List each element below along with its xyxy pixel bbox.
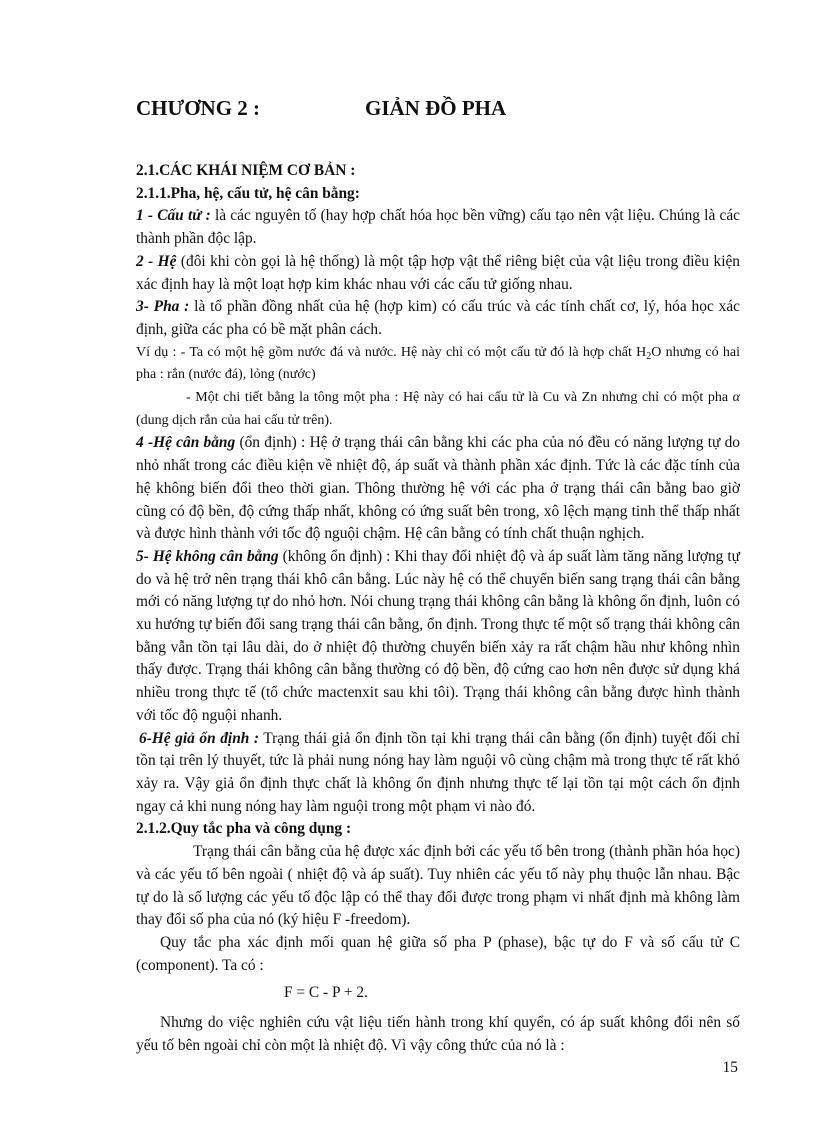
chapter-title: GIẢN ĐỒ PHA bbox=[365, 96, 507, 120]
item-5-paragraph bbox=[136, 546, 740, 728]
paragraph-1: Trạng thái cân bằng của hệ được xác định bởi các yếu tố bên trong (thành phần hóa học) và các yếu tố bên ngoài ( nhiệt độ và áp suất). Tuy nhiên các yếu tố này phụ thuộc lẫn nhau. Bậc tự do là số lượng các yếu tố độc lập có thể thay đổi được trong phạm vi nhất định mà không làm thay đổi số pha của nó (ký hiệu F -freedom). bbox=[136, 843, 740, 929]
phase-rule-formula: F = C - P + 2. bbox=[284, 984, 368, 1002]
example-line-2 bbox=[136, 387, 740, 432]
item-3-label: 3- Pha : bbox=[136, 298, 190, 316]
item-1-paragraph bbox=[136, 205, 740, 250]
example-line-1-a: Ví dụ : - Ta có một hệ gồm nước đá và nước. Hệ này chỉ có một cấu tử đó là hợp chất H bbox=[136, 344, 647, 360]
item-3-text: là tổ phần đồng nhất của hệ (hợp kim) có cấu trúc và các tính chất cơ, lý, hóa học xác định, giữa các pha có bề mặt phân cách. bbox=[136, 298, 740, 338]
item-4-paragraph bbox=[136, 432, 740, 546]
example-subscript: 2 bbox=[646, 350, 652, 362]
item-1-label: 1 - Cấu tử : bbox=[136, 207, 211, 225]
item-6-text: Trạng thái giả ổn định tồn tại khi trạng thái cân bằng (ổn định) tuyệt đối chỉ tồn tại trên lý thuyết, tức là phải nung nóng hay làm nguội vô cùng chậm mà trong thực tế rất khó xảy ra. Vậy giả ổn định thực chất là không ổn định nhưng thực tế lại tồn tại một cách ổn định ngay cả khi nung nóng hay làm nguội trong một phạm vi nào đó. bbox=[136, 729, 740, 815]
item-4-label: 4 -Hệ cân bằng bbox=[136, 434, 236, 452]
item-5-text: (không ổn định) : Khi thay đổi nhiệt độ và áp suất làm tăng năng lượng tự do và hệ trở nên trạng thái khô cân bằng. Lúc này hệ có thể chuyển biến sang trạng thái cân bằng mới có năng lượng tự do nhỏ hơn. Nói chung trạng thái không cân bằng là không ổn định, luôn có xu hướng tự biến đổi sang trạng thái cân bằng, ổn định. Trong thực tế một số trạng thái không cân bằng vẫn tồn tại lâu dài, do ở nhiệt độ thường chuyển biến xảy ra rất chậm hầu như không nhìn thấy được. Trạng thái không cân bằng thường có độ bền, độ cứng cao hơn nên được sử dụng khá nhiều trong thực tế (tổ chức mactenxit sau khi tôi). Trạng thái không cân bằng được hình thành với tốc độ nguội nhanh. bbox=[136, 547, 740, 724]
page-number: 15 bbox=[722, 1059, 738, 1076]
item-2-text: (đôi khi còn gọi là hệ thống) là một tập hợp vật thể riêng biệt của vật liệu trong điều kiện xác định hay là một loạt hợp kim khác nhau với các cấu tử giống nhau. bbox=[136, 252, 740, 293]
paragraph-3: Nhưng do việc nghiên cứu vật liệu tiến hành trong khí quyển, có áp suất không đổi nên số yếu tố bên ngoài chỉ còn một là nhiệt độ. Vì vậy công thức của nó là : bbox=[136, 1014, 740, 1054]
item-4-text: (ổn định) : Hệ ở trạng thái cân bằng khi các pha của nó đều có năng lượng tự do nhỏ nhất trong các điều kiện về nhiệt độ, áp suất và thành phần xác định. Tức là các đặc tính của hệ không biến đổi theo thời gian. Thông thường hệ với các pha ở trạng thái cân bằng bao giờ cũng có độ bền, độ cứng thấp nhất, không có ứng suất bên trong, xô lệch mạng tinh thể thấp nhất và được hình thành với tốc độ nguội chậm. Hệ cân bằng có tính chất thuận nghịch. bbox=[136, 434, 740, 543]
item-6-paragraph bbox=[136, 728, 740, 819]
section-heading-2-1-2: 2.1.2.Quy tắc pha và công dụng : bbox=[136, 820, 352, 838]
chapter-heading bbox=[136, 96, 740, 126]
section-heading-2-1: 2.1.CÁC KHÁI NIỆM CƠ BẢN : bbox=[136, 162, 356, 179]
item-6-label: 6-Hệ giả ổn định : bbox=[139, 729, 259, 747]
item-1-text: là các nguyên tố (hay hợp chất hóa học bền vững) cấu tạo nên vật liệu. Chúng là các thành phần độc lập. bbox=[136, 207, 740, 248]
example-line-2-b: (dung dịch rắn của hai cấu tử trên). bbox=[136, 412, 333, 428]
example-line-1-b: O nhưng có hai pha : rắn (nước đá), lỏng (nước) bbox=[136, 344, 741, 383]
item-2-paragraph bbox=[136, 251, 740, 296]
item-5-label: 5- Hệ không cân bằng bbox=[136, 547, 279, 565]
item-3-paragraph bbox=[136, 296, 740, 341]
item-2-label: 2 - Hệ bbox=[136, 252, 177, 270]
chapter-label: CHƯƠNG 2 : bbox=[136, 96, 261, 120]
example-line-1 bbox=[136, 342, 740, 387]
alpha-symbol: α bbox=[732, 390, 740, 406]
page-content bbox=[136, 96, 740, 1057]
paragraph-2: Quy tắc pha xác định mối quan hệ giữa số pha P (phase), bậc tự do F và số cấu tử C (component). Ta có : bbox=[136, 933, 740, 974]
section-heading-2-1-1: 2.1.1.Pha, hệ, cấu tử, hệ cân bằng: bbox=[136, 184, 360, 202]
example-line-2-a: - Một chi tiết bằng la tông một pha : Hệ này có hai cấu tử là Cu và Zn nhưng chỉ có một pha bbox=[186, 390, 733, 406]
